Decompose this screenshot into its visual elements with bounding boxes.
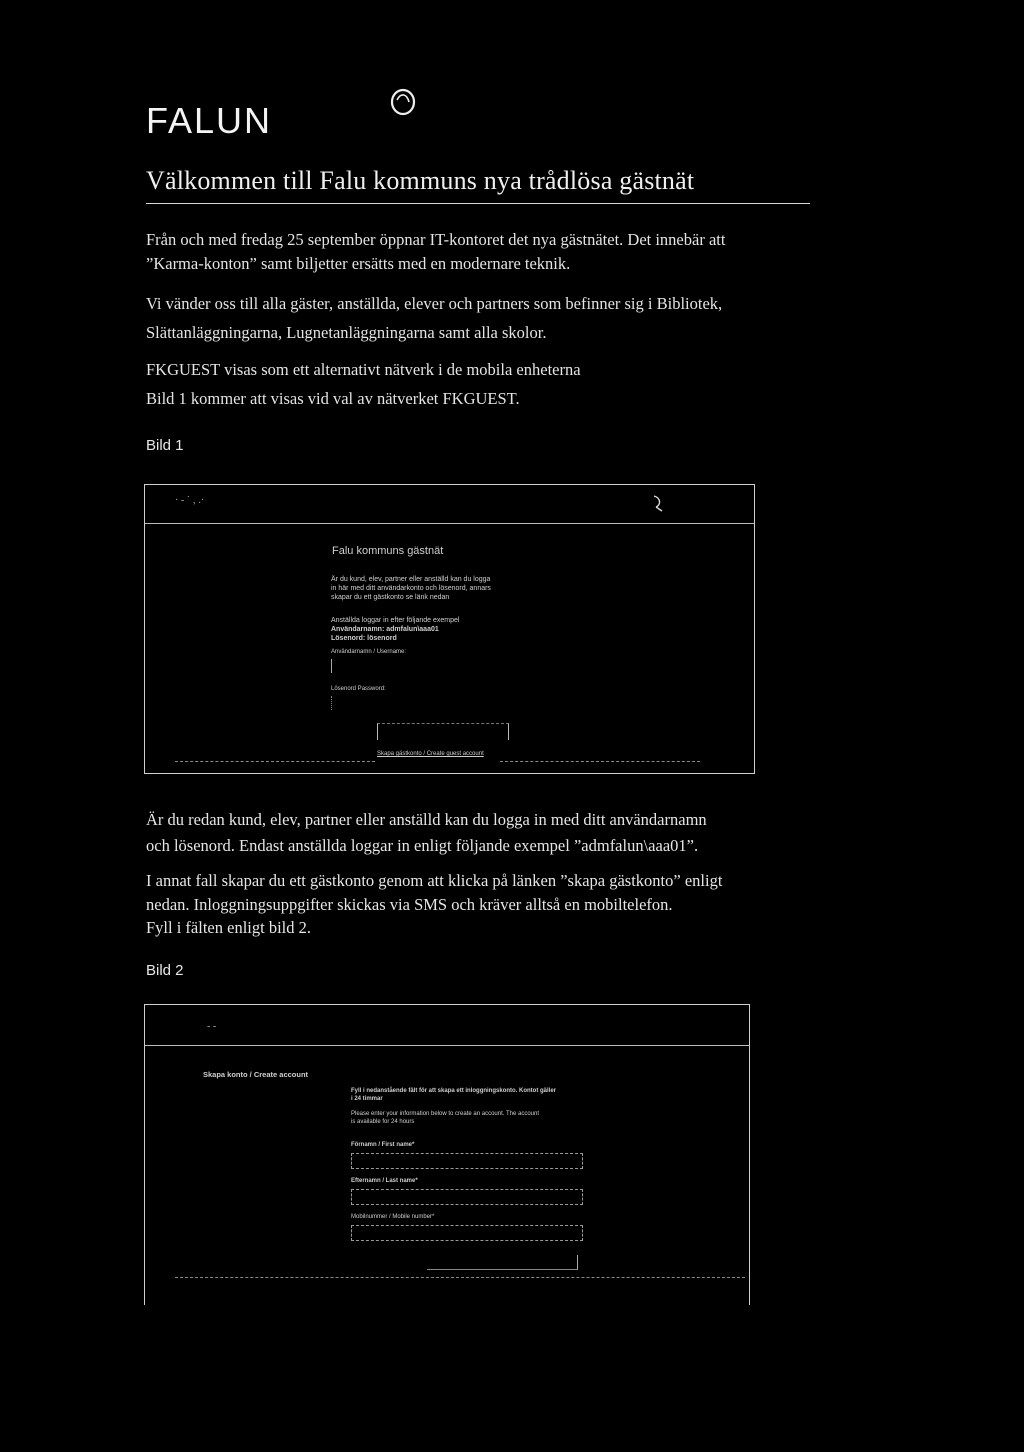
desc-line2: in här med ditt användarkonto och lösenord, annars [331,585,491,592]
intro-p1-line2: ”Karma-konton” samt biljetter ersätts med en modernare teknik. [146,254,571,273]
desc-line3: skapar du ett gästkonto se länk nedan [331,594,450,601]
intro-p3-line1: FKGUEST visas som ett alternativt nätverk i de mobila enheterna [146,360,581,379]
username-input[interactable] [331,659,532,673]
password-example: Lösenord: lösenord [331,635,397,642]
submit-button[interactable] [427,1255,578,1270]
create-guest-account-link[interactable]: Skapa gästkonto / Create guest account [377,751,484,757]
intro-paragraph-3 [146,358,836,411]
middle-p1-line2: och lösenord. Endast anställda loggar in enligt följande exempel ”admfalun\aaa01”. [146,835,699,855]
page-title: Välkommen till Falu kommuns nya trådlösa gästnät [146,166,695,195]
last-name-label: Efternamn / Last name* [351,1178,418,1184]
wifi-icon [650,493,666,515]
first-name-label: Förnamn / First name* [351,1142,415,1148]
bild1-label: Bild 1 [146,437,184,454]
bild2-bar-glyphs: - - [207,1021,217,1032]
first-name-input[interactable] [351,1153,583,1169]
title-divider [146,203,810,204]
intro-paragraph-2 [146,292,836,345]
password-input[interactable] [331,696,532,710]
intro-paragraph-1 [146,228,836,276]
mobile-label: Mobilnummer / Mobile number* [351,1214,435,1220]
bottom-dash-left [175,761,375,762]
bild1-screenshot [144,484,755,774]
bild2-instructions-en [351,1110,601,1126]
mobile-input[interactable] [351,1225,583,1241]
bild2-label: Bild 2 [146,962,184,979]
bild2-bottom-dash [175,1277,745,1278]
middle-p2-line1: I annat fall skapar du ett gästkonto genom att klicka på länken ”skapa gästkonto” enligt [146,871,723,890]
en-line2: is available for 24 hours [351,1119,415,1125]
browser-bar-glyphs: · - ˙ ‚ .· [175,495,205,506]
middle-p2-line2: nedan. Inloggningsuppgifter skickas via SMS och kräver alltså en mobiltelefon. [146,894,673,914]
bild2-screenshot [144,1004,750,1305]
staff-line: Anställda loggar in efter följande exempel [331,617,460,624]
bild1-staff-info [331,616,571,643]
middle-paragraph-2 [146,869,846,940]
intro-p2-line1: Vi vänder oss till alla gäster, anställda, elever och partners som befinner sig i Bibliotek, [146,294,723,313]
bild2-browser-bar [145,1005,749,1046]
sv-line1: Fyll i nedanstående fält för att skapa ett inloggningskonto. Kontot gäller [351,1088,557,1094]
middle-p1-line1: Är du redan kund, elev, partner eller anställd kan du logga in med ditt användarnamn [146,810,707,829]
bild2-title: Skapa konto / Create account [203,1070,309,1079]
intro-p1-line1: Från och med fredag 25 september öppnar IT-kontoret det nya gästnätet. Det innebär att [146,230,726,249]
en-line1: Please enter your information below to create an account. The account [351,1111,540,1117]
username-label: Användarnamn / Username: [331,649,407,655]
desc-line1: Är du kund, elev, partner eller anställd kan du logga [331,576,491,583]
password-label: Lösenord Password: [331,686,386,692]
username-example: Användarnamn: admfalun\aaa01 [331,626,439,633]
falun-logo: FALUN [146,100,273,141]
intro-p3-line2: Bild 1 kommer att visas vid val av nätverket FKGUEST. [146,389,520,408]
bild1-description [331,575,571,602]
bild1-browser-bar [145,485,754,524]
middle-p2-line3: Fyll i fälten enligt bild 2. [146,918,311,937]
bild2-instructions-sv [351,1087,601,1103]
middle-paragraph-1 [146,808,846,857]
login-button[interactable] [377,723,509,740]
intro-p2-line2: Slättanläggningarna, Lugnetanläggningarna samt alla skolor. [146,323,547,342]
last-name-input[interactable] [351,1189,583,1205]
bild1-heading: Falu kommuns gästnät [332,545,444,557]
bottom-dash-right [500,761,700,762]
sv-line2: i 24 timmar [351,1096,383,1102]
logo-mark-icon [383,80,423,120]
